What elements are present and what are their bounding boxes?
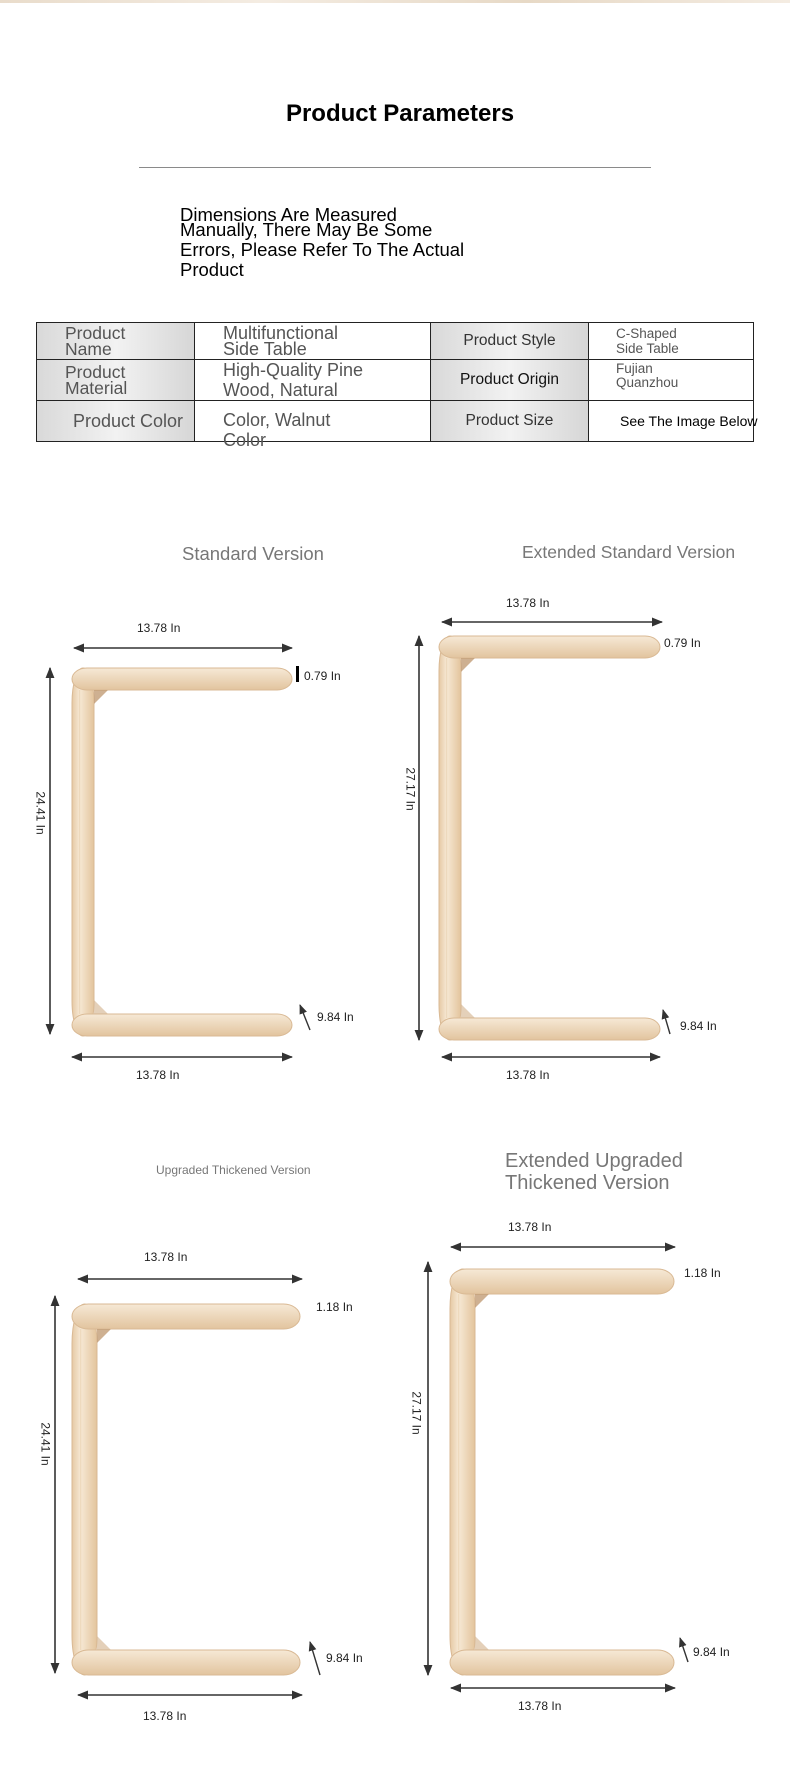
value-line: Wood, Natural bbox=[223, 380, 338, 400]
table-post bbox=[72, 1304, 97, 1675]
note-line: Dimensions Are Measured bbox=[180, 204, 397, 225]
inner-corner-shadow bbox=[475, 1294, 489, 1308]
inner-corner-shadow bbox=[461, 658, 475, 672]
top-width-label: 13.78 In bbox=[508, 1220, 552, 1234]
page-title: Product Parameters bbox=[285, 100, 515, 127]
thickness-label: 0.79 In bbox=[664, 636, 701, 650]
value-line: Quanzhou bbox=[616, 375, 679, 390]
value-line: Color bbox=[223, 430, 267, 450]
table-base-foot bbox=[450, 1650, 674, 1675]
param-label: Product Size bbox=[431, 401, 589, 442]
inner-corner-shadow bbox=[97, 1329, 111, 1343]
height-label: 24.41 In bbox=[38, 1422, 53, 1466]
inner-corner-shadow bbox=[475, 1636, 489, 1650]
table-base-foot bbox=[439, 1018, 660, 1040]
value-line: Multifunctional bbox=[223, 323, 339, 343]
height-label: 27.17 In bbox=[409, 1391, 424, 1435]
thickness-label: 0.79 In bbox=[304, 669, 341, 683]
table-top-arm bbox=[450, 1269, 674, 1294]
version-title-extended-standard: Extended Standard Version bbox=[522, 542, 736, 562]
note-line: Product bbox=[180, 259, 244, 280]
thickness-label: 1.18 In bbox=[316, 1300, 353, 1314]
table-top-arm bbox=[72, 1304, 300, 1329]
table-base-foot bbox=[72, 1650, 300, 1675]
value-line: Side Table bbox=[223, 339, 307, 359]
table-top-arm bbox=[72, 668, 292, 690]
label-line: Material bbox=[65, 378, 128, 398]
bottom-width-label: 13.78 In bbox=[506, 1068, 550, 1082]
table-post bbox=[450, 1269, 475, 1675]
param-label: Product Style bbox=[431, 323, 589, 360]
top-width-label: 13.78 In bbox=[137, 621, 181, 635]
thickness-label: 1.18 In bbox=[684, 1266, 721, 1280]
bottom-width-label: 13.78 In bbox=[143, 1709, 187, 1723]
depth-label: 9.84 In bbox=[317, 1010, 354, 1024]
value-line: Side Table bbox=[616, 340, 679, 356]
table-post bbox=[72, 668, 94, 1036]
table-top-arm bbox=[439, 636, 660, 658]
inner-corner-shadow bbox=[94, 690, 108, 704]
depth-dimension bbox=[663, 1010, 670, 1034]
depth-label: 9.84 In bbox=[326, 1651, 363, 1665]
depth-label: 9.84 In bbox=[693, 1645, 730, 1659]
version-title-upgraded: Upgraded Thickened Version bbox=[156, 1163, 311, 1177]
value-line: High-Quality Pine bbox=[223, 360, 364, 380]
top-width-label: 13.78 In bbox=[506, 596, 550, 610]
value-line: C-Shaped bbox=[616, 325, 677, 341]
value-line: Fujian bbox=[616, 361, 653, 376]
bottom-width-label: 13.78 In bbox=[518, 1699, 562, 1713]
thickness-marker bbox=[296, 666, 299, 682]
table-base-foot bbox=[72, 1014, 292, 1036]
label-line: Name bbox=[65, 339, 112, 359]
value-line: Color, Walnut bbox=[223, 410, 331, 430]
height-label: 27.17 In bbox=[403, 767, 418, 811]
inner-corner-shadow bbox=[97, 1636, 111, 1650]
depth-label: 9.84 In bbox=[680, 1019, 717, 1033]
label-line: Product bbox=[65, 323, 126, 343]
note-line: Manually, There May Be Some bbox=[180, 219, 433, 240]
inner-corner-shadow bbox=[461, 1004, 475, 1018]
value-line: See The Image Below bbox=[620, 413, 758, 429]
label-line: Product bbox=[65, 362, 126, 382]
param-label: Product Origin bbox=[431, 360, 589, 401]
top-width-label: 13.78 In bbox=[144, 1250, 188, 1264]
title-line: Thickened Version bbox=[505, 1172, 670, 1194]
depth-dimension bbox=[680, 1638, 688, 1662]
title-line: Extended Upgraded bbox=[505, 1150, 683, 1172]
version-title-standard: Standard Version bbox=[182, 543, 324, 564]
note-line: Errors, Please Refer To The Actual bbox=[180, 239, 465, 260]
label-line: Product Color bbox=[73, 411, 184, 431]
inner-corner-shadow bbox=[94, 1000, 108, 1014]
height-label: 24.41 In bbox=[33, 791, 48, 835]
bottom-width-label: 13.78 In bbox=[136, 1068, 180, 1082]
table-post bbox=[439, 636, 461, 1040]
depth-dimension bbox=[300, 1005, 310, 1030]
depth-dimension bbox=[310, 1642, 320, 1675]
